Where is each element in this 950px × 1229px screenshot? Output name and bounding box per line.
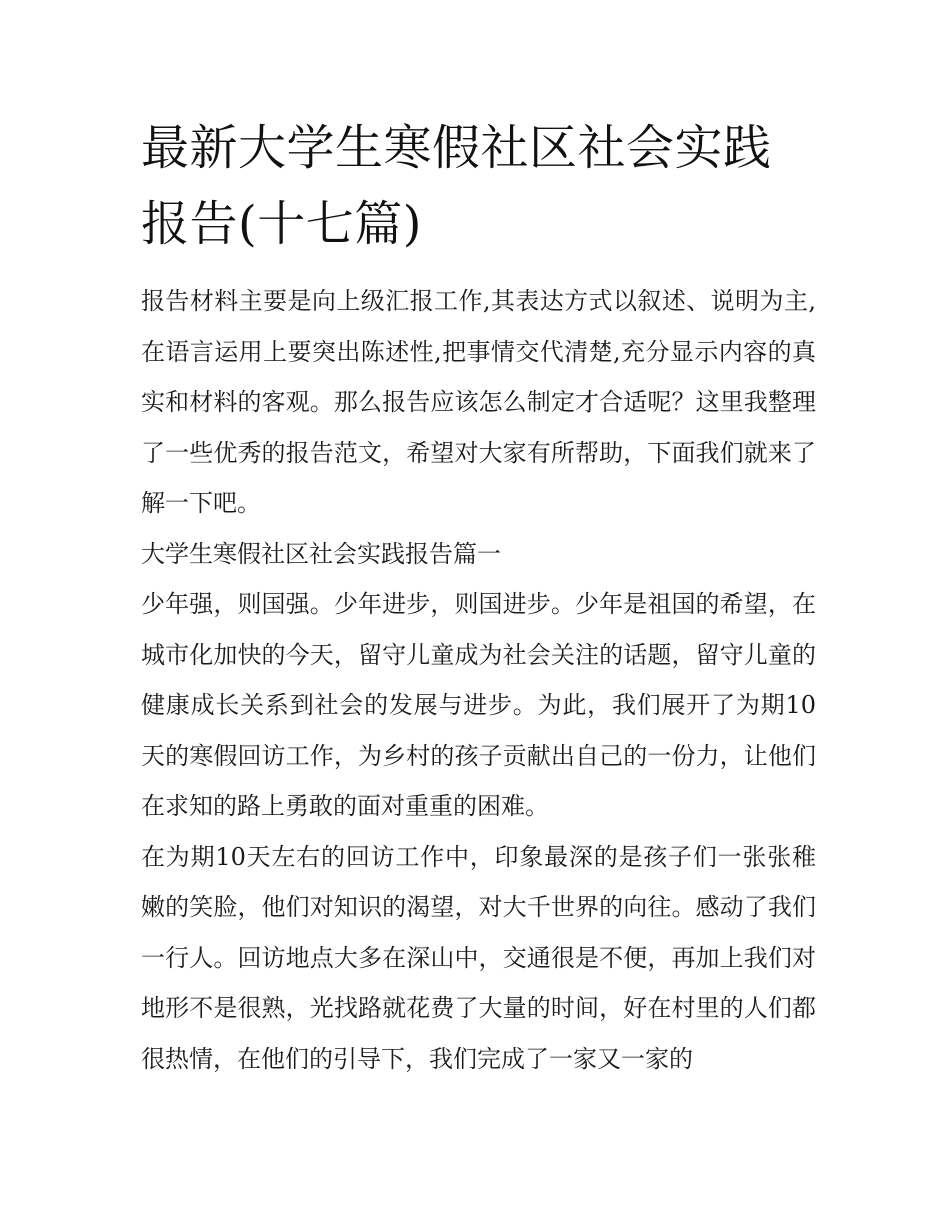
body-paragraph: 在为期10天左右的回访工作中，印象最深的是孩子们一张张稚嫩的笑脸，他们对知识的渴望，对大千世界的向往。感动了我们一行人。回访地点大多在深山中，交通很是不便，再加上我们对地形不是很熟，光找路就花费了大量的时间，好在村里的人们都很热情，在他们的引导下，我们完成了一家又一家的 xyxy=(141,842,816,1073)
body-paragraph: 少年强，则国强。少年进步，则国进步。少年是祖国的希望，在城市化加快的今天，留守儿童成为社会关注的话题，留守儿童的健康成长关系到社会的发展与进步。为此，我们展开了为期10天的寒假回访工作，为乡村的孩子贡献出自己的一份力，让他们在求知的路上勇敢的面对重重的困难。 xyxy=(141,590,816,820)
document-page xyxy=(141,110,816,1084)
intro-paragraph: 报告材料主要是向上级汇报工作,其表达方式以叙述、说明为主,在语言运用上要突出陈述性,把事情交代清楚,充分显示内容的真实和材料的客观。那么报告应该怎么制定才合适呢？这里我整理了一些优秀的报告范文，希望对大家有所帮助，下面我们就来了解一下吧。 xyxy=(141,287,816,517)
document-title: 最新大学生寒假社区社会实践报告(十七篇) xyxy=(141,120,772,252)
section-heading: 大学生寒假社区社会实践报告篇一 xyxy=(141,539,501,568)
document-body xyxy=(141,276,816,1084)
